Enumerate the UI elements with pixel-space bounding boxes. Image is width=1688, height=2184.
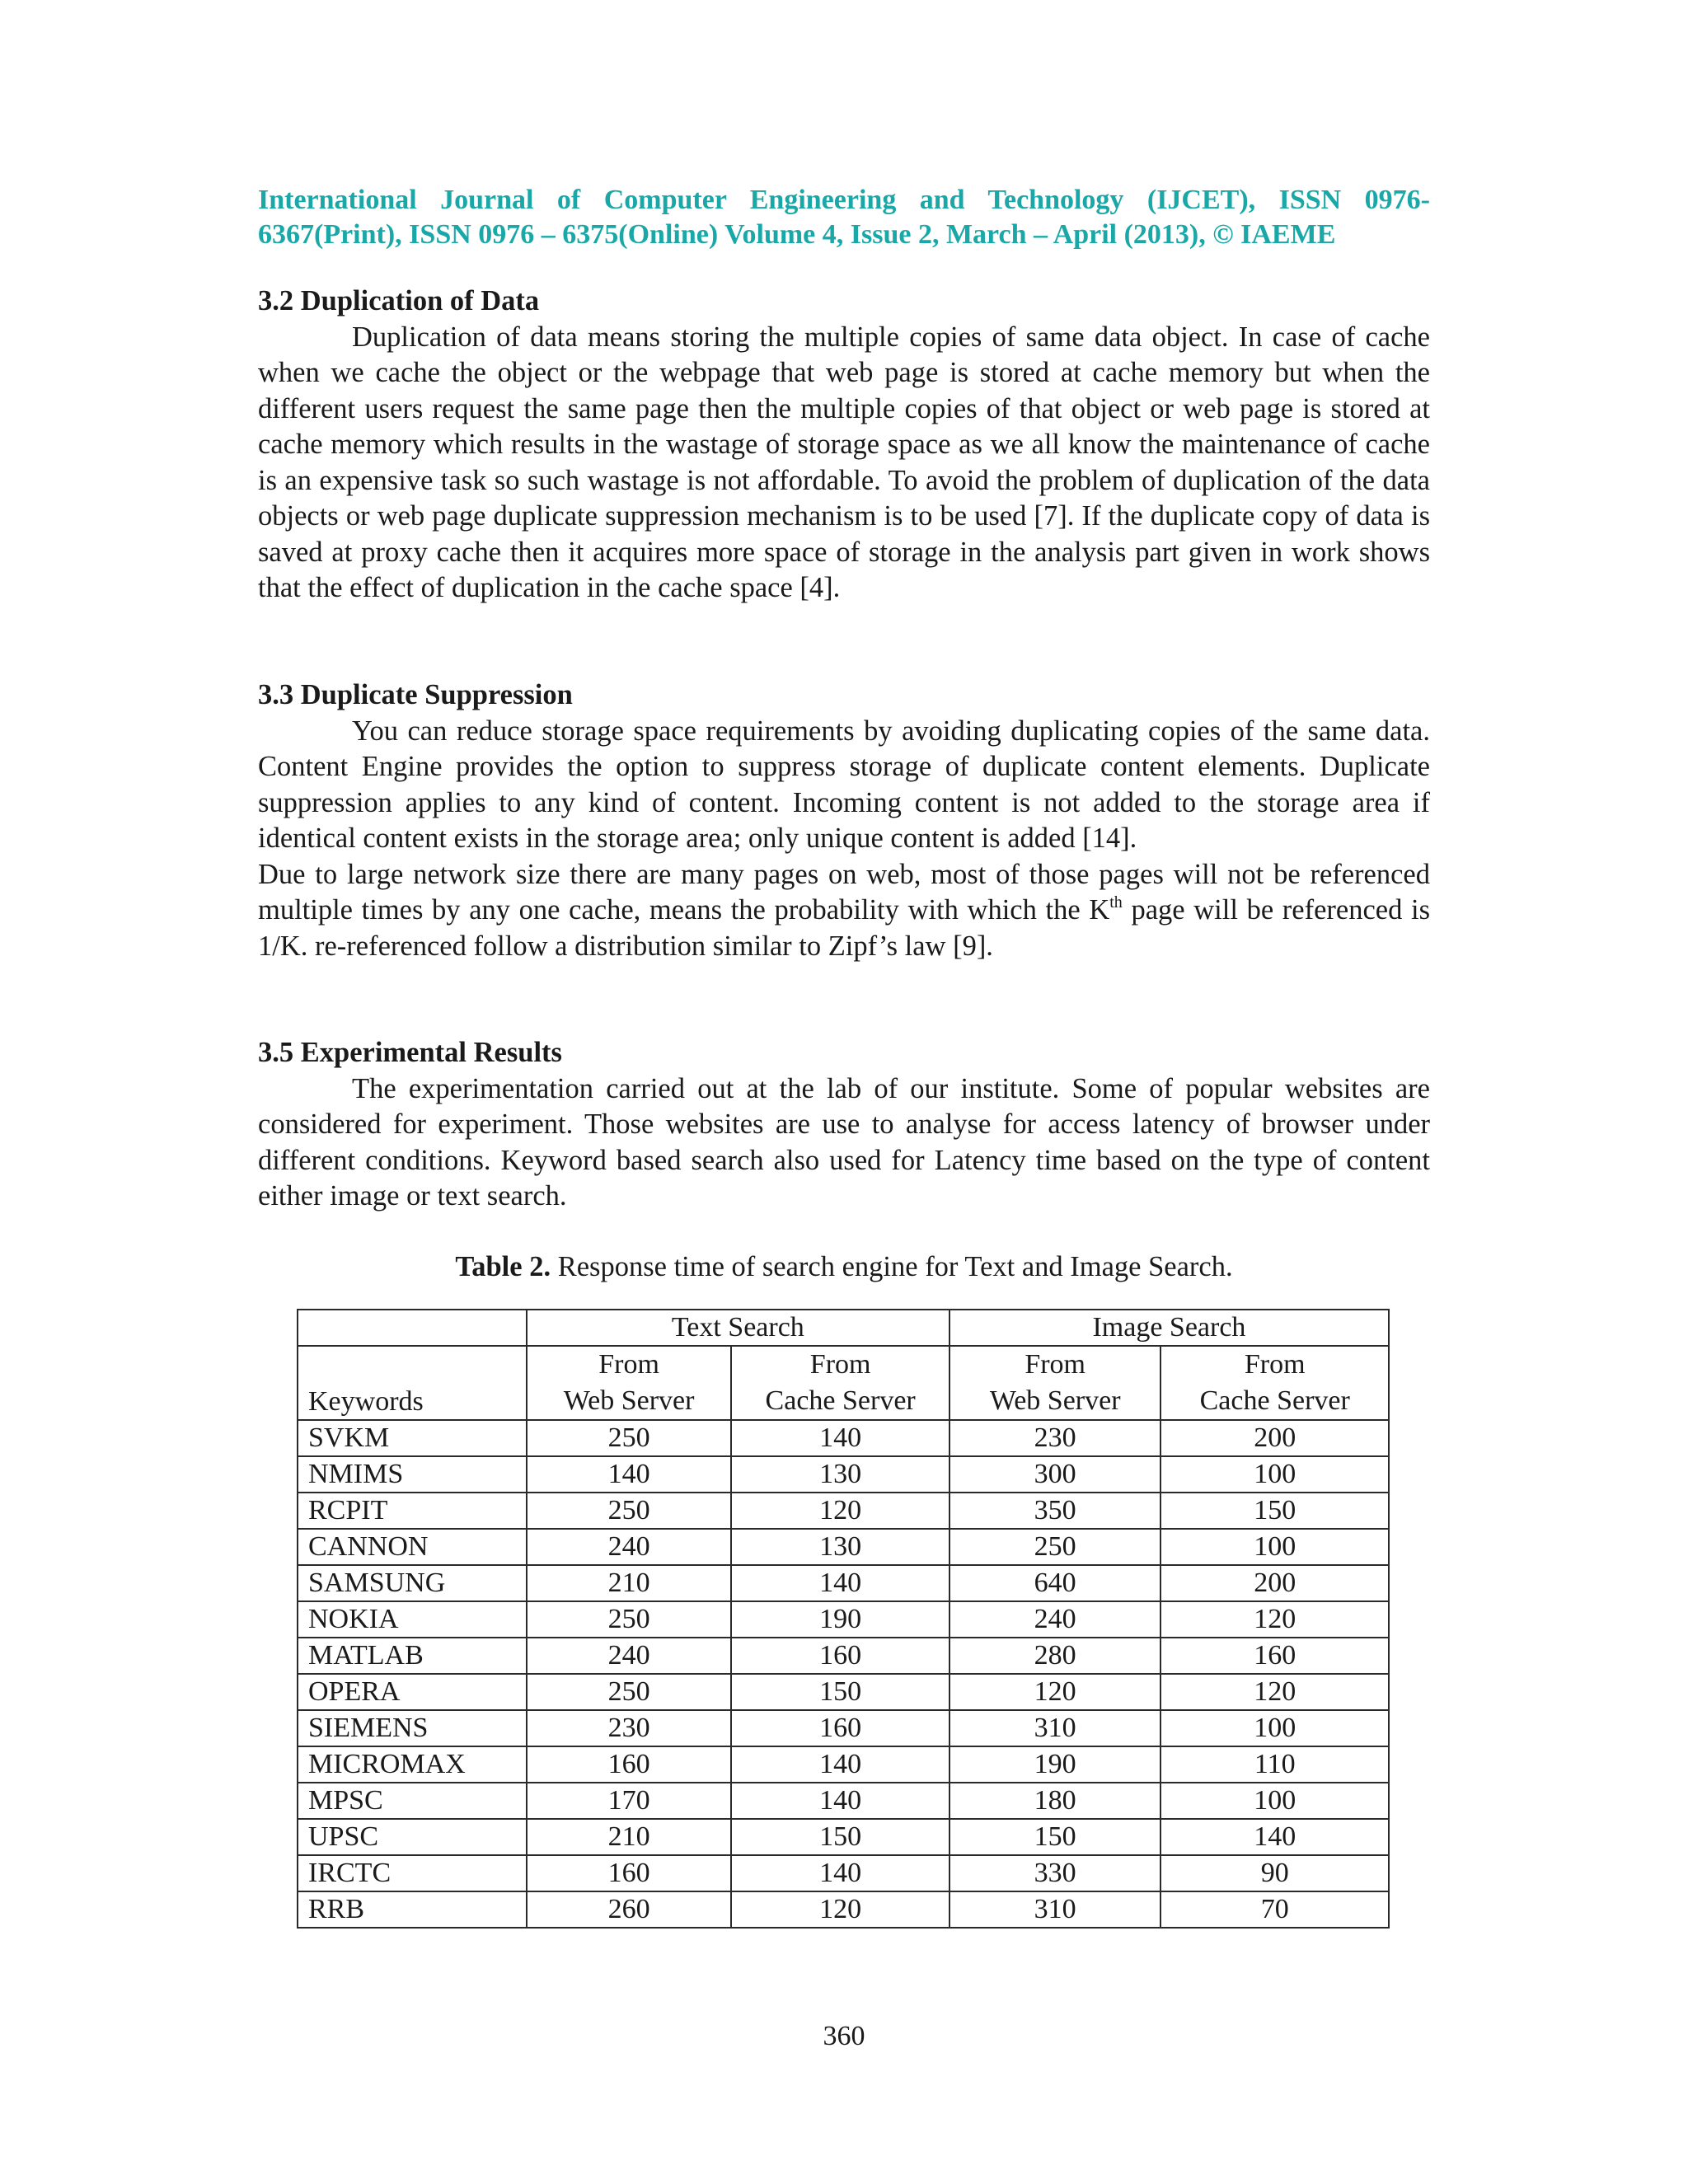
cell-text-cache: 130 bbox=[731, 1529, 950, 1565]
table-row bbox=[298, 1710, 1389, 1746]
section-duplicate-suppression bbox=[258, 677, 1430, 964]
cell-text-cache: 140 bbox=[731, 1565, 950, 1601]
page-number: 360 bbox=[823, 2021, 865, 2051]
table-row bbox=[298, 1565, 1389, 1601]
section-paragraph: You can reduce storage space requirements by avoiding duplicating copies of the same data. Content Engine provides the option to suppress storage of duplicate content elements. Duplicate suppression applies to any kind of content. Incoming content is not added to the storage area if identical content exists in the storage area; only unique content is added [14]. bbox=[258, 715, 1430, 854]
cell-image-web: 640 bbox=[950, 1565, 1161, 1601]
table-row bbox=[298, 1891, 1389, 1928]
journal-header-line-1: International Journal of Computer Engineering and Technology (IJCET), ISSN 0976- bbox=[258, 185, 1430, 215]
cell-text-cache: 140 bbox=[731, 1855, 950, 1891]
cell-image-cache: 120 bbox=[1160, 1601, 1389, 1638]
table-row bbox=[298, 1601, 1389, 1638]
cell-text-cache: 150 bbox=[731, 1819, 950, 1855]
cell-keyword: UPSC bbox=[298, 1819, 527, 1855]
results-table bbox=[297, 1309, 1390, 1929]
cell-keyword: OPERA bbox=[298, 1674, 527, 1710]
journal-header-line-2: 6367(Print), ISSN 0976 – 6375(Online) Volume 4, Issue 2, March – April (2013), © IAEME bbox=[258, 219, 1336, 250]
cell-image-web: 190 bbox=[950, 1746, 1161, 1783]
column-header-image-web-server bbox=[950, 1346, 1161, 1420]
cell-text-web: 170 bbox=[527, 1783, 732, 1819]
cell-text-cache: 120 bbox=[731, 1891, 950, 1928]
cell-image-web: 350 bbox=[950, 1493, 1161, 1529]
column-group-text-search: Text Search bbox=[527, 1310, 950, 1346]
cell-image-web: 150 bbox=[950, 1819, 1161, 1855]
header-from: From bbox=[809, 1349, 871, 1380]
cell-text-cache: 140 bbox=[731, 1420, 950, 1456]
cell-text-web: 210 bbox=[527, 1565, 732, 1601]
header-web-server: Web Server bbox=[563, 1385, 695, 1416]
column-header-keywords: Keywords bbox=[298, 1346, 527, 1420]
cell-image-cache: 100 bbox=[1160, 1456, 1389, 1493]
cell-keyword: MICROMAX bbox=[298, 1746, 527, 1783]
header-from: From bbox=[1244, 1349, 1306, 1380]
section-paragraph: The experimentation carried out at the lab of our institute. Some of popular websites are considered for experiment. Those websites are use to analyse for access latency of browser under different conditions. Keyword based search also used for Latency time based on the type of content either image or text search. bbox=[258, 1072, 1430, 1212]
cell-text-web: 210 bbox=[527, 1819, 732, 1855]
cell-text-cache: 140 bbox=[731, 1746, 950, 1783]
cell-text-web: 240 bbox=[527, 1529, 732, 1565]
cell-image-cache: 90 bbox=[1160, 1855, 1389, 1891]
cell-text-web: 250 bbox=[527, 1601, 732, 1638]
cell-keyword: NMIMS bbox=[298, 1456, 527, 1493]
cell-image-web: 180 bbox=[950, 1783, 1161, 1819]
cell-keyword: CANNON bbox=[298, 1529, 527, 1565]
cell-keyword: SVKM bbox=[298, 1420, 527, 1456]
header-from: From bbox=[598, 1349, 659, 1380]
section-experimental-results bbox=[258, 1035, 1430, 1215]
cell-keyword: IRCTC bbox=[298, 1855, 527, 1891]
cell-text-cache: 140 bbox=[731, 1783, 950, 1819]
table-header-row-columns bbox=[298, 1346, 1389, 1420]
table-row bbox=[298, 1493, 1389, 1529]
table-row bbox=[298, 1638, 1389, 1674]
superscript-th: th bbox=[1109, 893, 1123, 912]
cell-keyword: NOKIA bbox=[298, 1601, 527, 1638]
section-paragraph-2 bbox=[258, 857, 1430, 965]
cell-text-cache: 150 bbox=[731, 1674, 950, 1710]
section-paragraph: Duplication of data means storing the multiple copies of same data object. In case of cache when we cache the object or the webpage that web page is stored at cache memory but when the different users request the same page then the multiple copies of that object or web page is stored at cache memory which results in the wastage of storage space as we all know the maintenance of cache is an expensive task so such wastage is not affordable. To avoid the problem of duplication of the data objects or web page duplicate suppression mechanism is to be used [7]. If the duplicate copy of data is saved at proxy cache then it acquires more space of storage in the analysis part given in work shows that the effect of duplication in the cache space [4]. bbox=[258, 321, 1430, 603]
cell-image-cache: 110 bbox=[1160, 1746, 1389, 1783]
cell-image-cache: 150 bbox=[1160, 1493, 1389, 1529]
cell-image-cache: 100 bbox=[1160, 1710, 1389, 1746]
section-duplication-of-data bbox=[258, 284, 1430, 607]
table-row bbox=[298, 1819, 1389, 1855]
column-header-image-cache-server bbox=[1160, 1346, 1389, 1420]
cell-text-web: 250 bbox=[527, 1420, 732, 1456]
table-header bbox=[298, 1310, 1389, 1420]
cell-text-web: 230 bbox=[527, 1710, 732, 1746]
cell-image-cache: 160 bbox=[1160, 1638, 1389, 1674]
table-row bbox=[298, 1456, 1389, 1493]
table-body bbox=[298, 1420, 1389, 1928]
cell-keyword: RRB bbox=[298, 1891, 527, 1928]
cell-keyword: MPSC bbox=[298, 1783, 527, 1819]
cell-text-web: 160 bbox=[527, 1746, 732, 1783]
section-title: 3.2 Duplication of Data bbox=[258, 285, 540, 316]
cell-text-cache: 160 bbox=[731, 1710, 950, 1746]
paragraph-text-after: page will be referenced is 1/K. re-referenced follow a distribution similar to Zipf’s law [9]. bbox=[258, 894, 1430, 962]
column-header-text-cache-server bbox=[731, 1346, 950, 1420]
cell-image-web: 300 bbox=[950, 1456, 1161, 1493]
table-header-empty-cell bbox=[298, 1310, 527, 1346]
header-cache-server: Cache Server bbox=[765, 1385, 916, 1416]
table-row bbox=[298, 1783, 1389, 1819]
cell-keyword: SIEMENS bbox=[298, 1710, 527, 1746]
cell-text-cache: 120 bbox=[731, 1493, 950, 1529]
cell-text-web: 240 bbox=[527, 1638, 732, 1674]
cell-image-web: 120 bbox=[950, 1674, 1161, 1710]
table-caption bbox=[258, 1249, 1430, 1285]
table-row bbox=[298, 1855, 1389, 1891]
cell-image-web: 330 bbox=[950, 1855, 1161, 1891]
cell-image-cache: 200 bbox=[1160, 1565, 1389, 1601]
table-header-row-groups bbox=[298, 1310, 1389, 1346]
cell-text-web: 160 bbox=[527, 1855, 732, 1891]
section-title: 3.3 Duplicate Suppression bbox=[258, 679, 573, 710]
cell-text-web: 250 bbox=[527, 1493, 732, 1529]
cell-keyword: RCPIT bbox=[298, 1493, 527, 1529]
table-row bbox=[298, 1529, 1389, 1565]
cell-image-cache: 200 bbox=[1160, 1420, 1389, 1456]
cell-image-cache: 70 bbox=[1160, 1891, 1389, 1928]
table-row bbox=[298, 1420, 1389, 1456]
journal-header bbox=[258, 183, 1430, 252]
cell-text-cache: 160 bbox=[731, 1638, 950, 1674]
cell-image-web: 240 bbox=[950, 1601, 1161, 1638]
cell-image-cache: 100 bbox=[1160, 1783, 1389, 1819]
column-group-image-search: Image Search bbox=[950, 1310, 1389, 1346]
cell-text-web: 260 bbox=[527, 1891, 732, 1928]
header-from: From bbox=[1025, 1349, 1086, 1380]
table-caption-text: Response time of search engine for Text and Image Search. bbox=[551, 1251, 1233, 1282]
cell-image-cache: 100 bbox=[1160, 1529, 1389, 1565]
table-caption-label: Table 2. bbox=[455, 1251, 551, 1282]
paragraph-text-before: Due to large network size there are many pages on web, most of those pages will not be referenced multiple times by any one cache, means the probability with which the K bbox=[258, 858, 1430, 926]
header-cache-server: Cache Server bbox=[1199, 1385, 1350, 1416]
cell-keyword: MATLAB bbox=[298, 1638, 527, 1674]
cell-keyword: SAMSUNG bbox=[298, 1565, 527, 1601]
table-row bbox=[298, 1746, 1389, 1783]
cell-image-web: 230 bbox=[950, 1420, 1161, 1456]
cell-text-web: 250 bbox=[527, 1674, 732, 1710]
cell-text-cache: 130 bbox=[731, 1456, 950, 1493]
cell-image-web: 280 bbox=[950, 1638, 1161, 1674]
cell-image-cache: 120 bbox=[1160, 1674, 1389, 1710]
header-web-server: Web Server bbox=[989, 1385, 1121, 1416]
column-header-text-web-server bbox=[527, 1346, 732, 1420]
cell-image-web: 310 bbox=[950, 1710, 1161, 1746]
section-title: 3.5 Experimental Results bbox=[258, 1037, 562, 1068]
cell-image-web: 310 bbox=[950, 1891, 1161, 1928]
cell-image-web: 250 bbox=[950, 1529, 1161, 1565]
cell-image-cache: 140 bbox=[1160, 1819, 1389, 1855]
cell-text-web: 140 bbox=[527, 1456, 732, 1493]
table-row bbox=[298, 1674, 1389, 1710]
cell-text-cache: 190 bbox=[731, 1601, 950, 1638]
